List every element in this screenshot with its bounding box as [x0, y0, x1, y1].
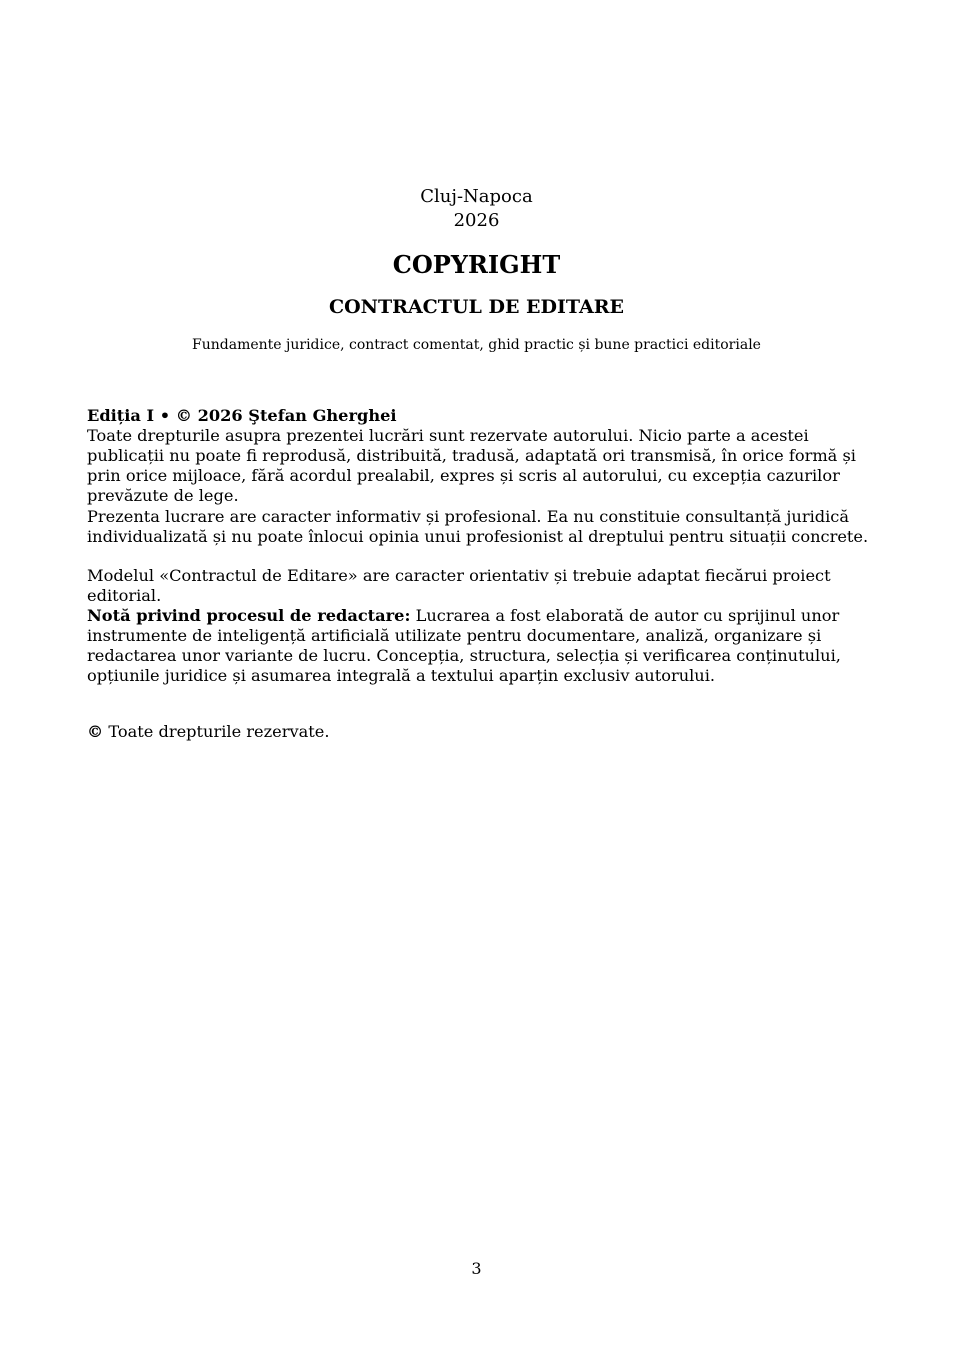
rights-reserved-text: Toate drepturile rezervate.: [103, 722, 330, 741]
publication-year: 2026: [453, 210, 500, 231]
edition-line: Ediția I • © 2026 Ştefan Gherghei: [87, 406, 397, 425]
drafting-note-label: Notă privind procesul de redactare:: [87, 606, 411, 625]
disclaimer-paragraph: Prezenta lucrare are caracter informativ și profesional. Ea nu constituie consultanță juridică individualizată și nu poate înlocui opinia unui profesionist al dreptului pentru situații concrete.: [87, 507, 869, 546]
book-title: CONTRACTUL DE EDITARE: [328, 296, 625, 318]
rights-paragraph: Toate drepturile asupra prezentei lucrări sunt rezervate autorului. Nicio parte a acestei publicații nu poate fi reprodusă, distribuită, tradusă, adaptată ori transmisă, în orice formă și prin orice mijloace, fără acordul prealabil, expres și scris al autorului, cu excepția cazurilor prevăzute de lege.: [87, 426, 856, 505]
publication-city: Cluj-Napoca: [420, 186, 533, 207]
page-number: 3: [471, 1259, 482, 1278]
drafting-note-paragraph: [87, 606, 872, 686]
model-paragraph: Modelul «Contractul de Editare» are caracter orientativ și trebuie adaptat fiecărui proiect editorial.: [87, 566, 831, 605]
book-tagline: Fundamente juridice, contract comentat, ghid practic și bune practici editoriale: [192, 337, 761, 353]
drafting-note-text: Lucrarea a fost elaborată de autor cu sprijinul unor instrumente de inteligență artificială utilizate pentru documentare, analiză, organizare și redactarea unor variante de lucru. Concepția, structura, selecția și verificarea conținutului, opțiunile juridice și asumarea integrală a textului aparțin exclusiv autorului.: [87, 606, 841, 685]
copyright-icon: ©: [87, 722, 104, 741]
edition-section: [87, 406, 872, 506]
page-title: COPYRIGHT: [392, 250, 561, 279]
rights-reserved-line: [87, 722, 872, 742]
